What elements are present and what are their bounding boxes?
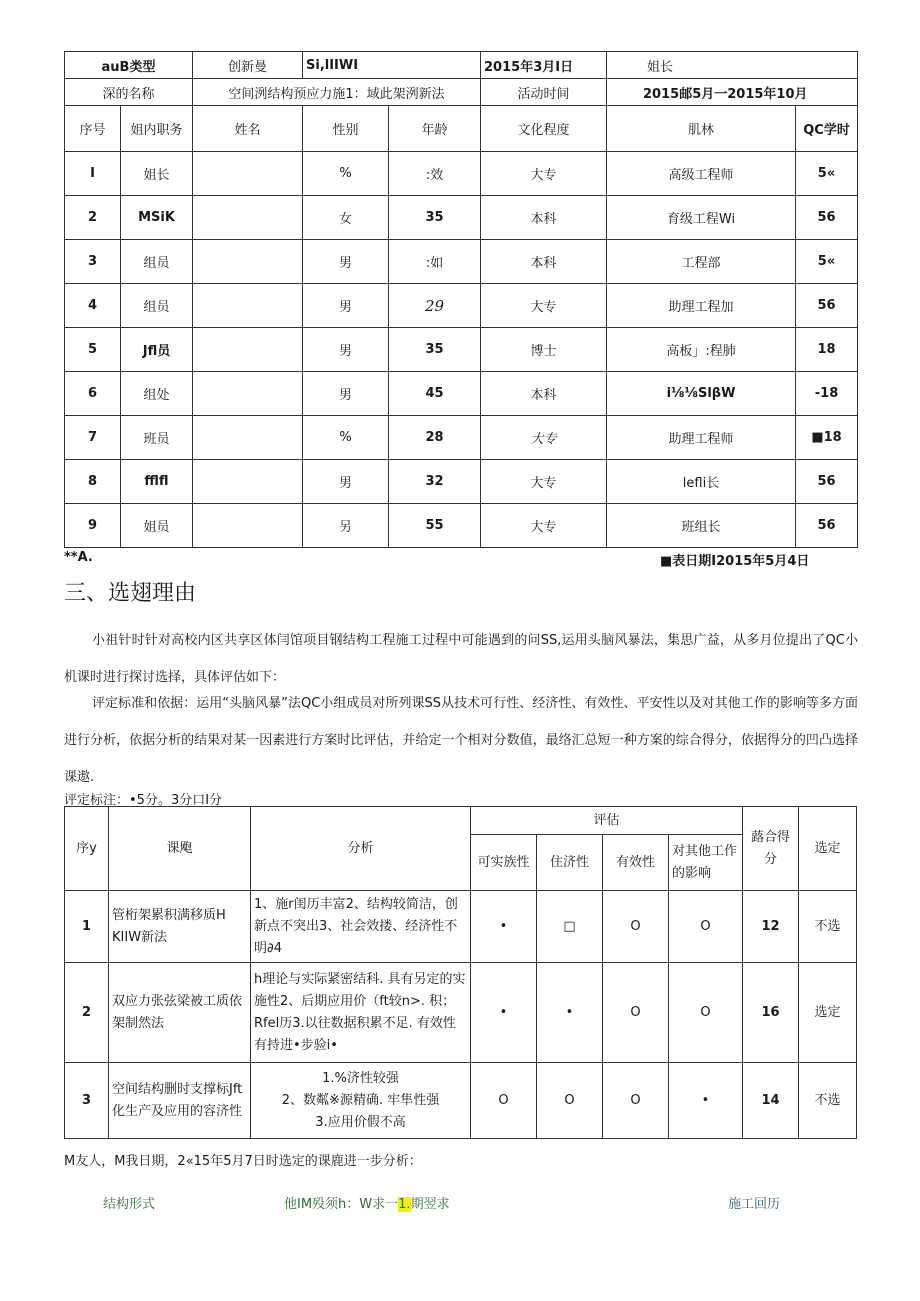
row-title: 班组长 [607, 504, 796, 548]
row-name [193, 284, 303, 328]
row-name [193, 504, 303, 548]
row-qc-hours: 5« [796, 152, 858, 196]
col-analysis: 分析 [251, 807, 471, 891]
table-row [65, 891, 857, 963]
row-qc-hours: -18 [796, 372, 858, 416]
row-qc-hours: 18 [796, 328, 858, 372]
row-seq: 8 [65, 460, 121, 504]
team-members-table [64, 51, 858, 548]
row-topic: 空间结构删时支撑标Jft化生产及应用的容济性 [109, 1063, 251, 1139]
criteria-paragraph: 评定标准和依据：运用“头脑风暴”法QC小组成员对所列课SS从技术可行性、经济性、有效性、平安性以及对其他工作的影响等多方面进行分析，依据分析的结果对某一因素进行方案时比评估，并给定一个相对分数值，最络汇总短一种方案的综合得分，依据得分的凹凸选择课遨. [64, 696, 858, 785]
col-qc-hours: QC学时 [796, 106, 858, 152]
table-row [65, 504, 858, 548]
row-role: 组员 [121, 240, 193, 284]
table-note: **A. [64, 550, 93, 565]
row-role: 班员 [121, 416, 193, 460]
row-name [193, 416, 303, 460]
row-education: 大专 [481, 152, 607, 196]
mark-other-impact: O [669, 963, 743, 1063]
row-role: fflfl [121, 460, 193, 504]
row-name [193, 372, 303, 416]
table-row [65, 372, 858, 416]
col-topic: 课飑 [109, 807, 251, 891]
row-gender: 男 [303, 240, 389, 284]
row-name [193, 460, 303, 504]
registration-number: Si,lIIWI [303, 52, 481, 79]
row-total-score: 14 [743, 1063, 799, 1139]
row-title: 助理工程师 [607, 416, 796, 460]
mark-feasibility: O [471, 1063, 537, 1139]
row-seq: 1 [65, 891, 109, 963]
row-qc-hours: 56 [796, 196, 858, 240]
row-seq: 6 [65, 372, 121, 416]
team-info-row-1 [65, 52, 858, 79]
row-education: 本科 [481, 240, 607, 284]
col-effectiveness: 有效性 [603, 835, 669, 891]
mark-other-impact: • [669, 1063, 743, 1139]
row-role: MSiK [121, 196, 193, 240]
registration-date: 2015年3月I日 [481, 52, 607, 79]
row-gender: 男 [303, 328, 389, 372]
col-seq: 序号 [65, 106, 121, 152]
row-total-score: 12 [743, 891, 799, 963]
row-qc-hours: 56 [796, 460, 858, 504]
topic-name-label: 深的名称 [65, 79, 193, 106]
col-total-score: 蕗合得分 [743, 807, 799, 891]
row-title: lefli长 [607, 460, 796, 504]
analysis-text: 1、施r闺历丰富2、结构较简洁，创新点不突出3、社会效搂、经济性不明∂4 [254, 896, 458, 956]
row-gender: 男 [303, 284, 389, 328]
row-age: 29 [389, 284, 481, 328]
row-seq: 2 [65, 963, 109, 1063]
row-title: i⅛⅛SlβW [607, 372, 796, 416]
project-type-value: 创新曼 [193, 52, 303, 79]
row-selected: 不选 [799, 1063, 857, 1139]
col-age: 年龄 [389, 106, 481, 152]
analysis-line: 2、数粼※源精确. 牢隼性强 [281, 1092, 440, 1108]
requirement-text-a: 他IM殁须h：W求一 [284, 1197, 399, 1212]
row-seq: 5 [65, 328, 121, 372]
section-title: 三、选翅理由 [64, 581, 197, 606]
row-seq: 3 [65, 1063, 109, 1139]
analysis-text: h理论与实际紧密结科. 具有另定的实施性2、后期应用价（ft较n>. 积；Rfel历3.以往数据积累不足. 有效性有持进•步验i• [254, 971, 466, 1053]
row-age: 35 [389, 196, 481, 240]
intro-paragraph: 小祖针时针对高校内区共享区体闫馆项目钢结构工程施工过程中可能遇到的问SS,运用头脑风暴法，集思广益，从多月位提出了QC小机课时进行探讨选择，具体评估如下： [64, 633, 858, 685]
row-analysis [251, 1063, 471, 1139]
topic-name-value: 空间洌结构预应力施1：域此架洌新法 [193, 79, 481, 106]
row-gender: % [303, 152, 389, 196]
mark-effectiveness: O [603, 1063, 669, 1139]
row-title: 高板」:程肺 [607, 328, 796, 372]
eval-header-row-1 [65, 807, 857, 835]
row-education: 大专 [481, 284, 607, 328]
row-age: 32 [389, 460, 481, 504]
col-selected: 选定 [799, 807, 857, 891]
row-seq: 9 [65, 504, 121, 548]
row-seq: 2 [65, 196, 121, 240]
table-row [65, 416, 858, 460]
col-name: 姓名 [193, 106, 303, 152]
col-economy: 住济性 [537, 835, 603, 891]
mark-feasibility: • [471, 891, 537, 963]
row-topic: 管桁架累积满移质H KIIW新法 [109, 891, 251, 963]
row-qc-hours: 56 [796, 284, 858, 328]
activity-time-value: 2015邮5月一2015年10月 [607, 79, 858, 106]
table-row [65, 152, 858, 196]
team-header-row [65, 106, 858, 152]
row-age: :效 [389, 152, 481, 196]
row-age: 35 [389, 328, 481, 372]
mark-other-impact: O [669, 891, 743, 963]
mark-effectiveness: O [603, 963, 669, 1063]
mark-feasibility: • [471, 963, 537, 1063]
row-qc-hours: 5« [796, 240, 858, 284]
row-role: 姐员 [121, 504, 193, 548]
row-seq: 3 [65, 240, 121, 284]
row-seq: 7 [65, 416, 121, 460]
row-role: 组处 [121, 372, 193, 416]
row-title: 高级工程师 [607, 152, 796, 196]
team-info-row-2 [65, 79, 858, 106]
table-row [65, 1063, 857, 1139]
structure-form-label: 结构形式 [103, 1197, 156, 1212]
construction-history-label: 施工回历 [728, 1197, 781, 1212]
row-seq: I [65, 152, 121, 196]
analysis-line: 1.%济性较强 [322, 1070, 399, 1086]
row-age: :如 [389, 240, 481, 284]
row-gender: 另 [303, 504, 389, 548]
leader-label: 姐长 [607, 52, 858, 79]
row-qc-hours: 56 [796, 504, 858, 548]
row-role: 姐长 [121, 152, 193, 196]
row-analysis [251, 891, 471, 963]
col-seq: 序y [65, 807, 109, 891]
requirement-highlight: 1. [398, 1197, 411, 1212]
table-row [65, 963, 857, 1063]
activity-time-label: 活动时间 [481, 79, 607, 106]
col-feasibility: 可实族性 [471, 835, 537, 891]
row-name [193, 196, 303, 240]
row-gender: 男 [303, 372, 389, 416]
row-role: 组员 [121, 284, 193, 328]
mark-economy: □ [537, 891, 603, 963]
row-gender: 男 [303, 460, 389, 504]
mark-economy: • [537, 963, 603, 1063]
table-row [65, 240, 858, 284]
row-name [193, 152, 303, 196]
table-row [65, 328, 858, 372]
col-other-impact: 对其他工作的影响 [669, 835, 743, 891]
row-age: 55 [389, 504, 481, 548]
requirement-label [284, 1193, 450, 1212]
row-age: 28 [389, 416, 481, 460]
row-education: 大专 [481, 460, 607, 504]
table-row [65, 196, 858, 240]
table-fill-date: ■表日期I2015年5月4日 [660, 554, 810, 569]
col-evaluation: 评估 [471, 807, 743, 835]
row-topic: 双应力张弦梁被工质依架制然法 [109, 963, 251, 1063]
row-education: 大专 [481, 416, 607, 460]
analysis-line: 3.应用价假不高 [315, 1114, 406, 1130]
row-selected: 选定 [799, 963, 857, 1063]
project-type-label: auB类型 [65, 52, 193, 79]
mark-economy: O [537, 1063, 603, 1139]
row-education: 博士 [481, 328, 607, 372]
row-role: Jfl员 [121, 328, 193, 372]
row-seq: 4 [65, 284, 121, 328]
row-name [193, 328, 303, 372]
row-gender: 女 [303, 196, 389, 240]
col-role: 姐内职务 [121, 106, 193, 152]
row-title: 育级工程Wi [607, 196, 796, 240]
col-education: 文化程度 [481, 106, 607, 152]
row-qc-hours: ■18 [796, 416, 858, 460]
row-title: 助理工程加 [607, 284, 796, 328]
row-education: 本科 [481, 372, 607, 416]
row-education: 本科 [481, 196, 607, 240]
topic-evaluation-table [64, 806, 857, 1139]
row-education: 大专 [481, 504, 607, 548]
col-title: 肌林 [607, 106, 796, 152]
row-total-score: 16 [743, 963, 799, 1063]
row-name [193, 240, 303, 284]
table-row [65, 460, 858, 504]
table-row [65, 284, 858, 328]
col-gender: 性别 [303, 106, 389, 152]
selection-note: M友人，M我日期，2«15年5月7日时选定的课鹿进一步分析： [64, 1154, 422, 1169]
requirement-text-b: 期翌求 [410, 1197, 450, 1212]
mark-effectiveness: O [603, 891, 669, 963]
row-analysis [251, 963, 471, 1063]
scoring-note: 评定标注：•5分。3分口I分 [64, 793, 223, 808]
row-title: 工程部 [607, 240, 796, 284]
row-selected: 不选 [799, 891, 857, 963]
row-gender: % [303, 416, 389, 460]
row-age: 45 [389, 372, 481, 416]
